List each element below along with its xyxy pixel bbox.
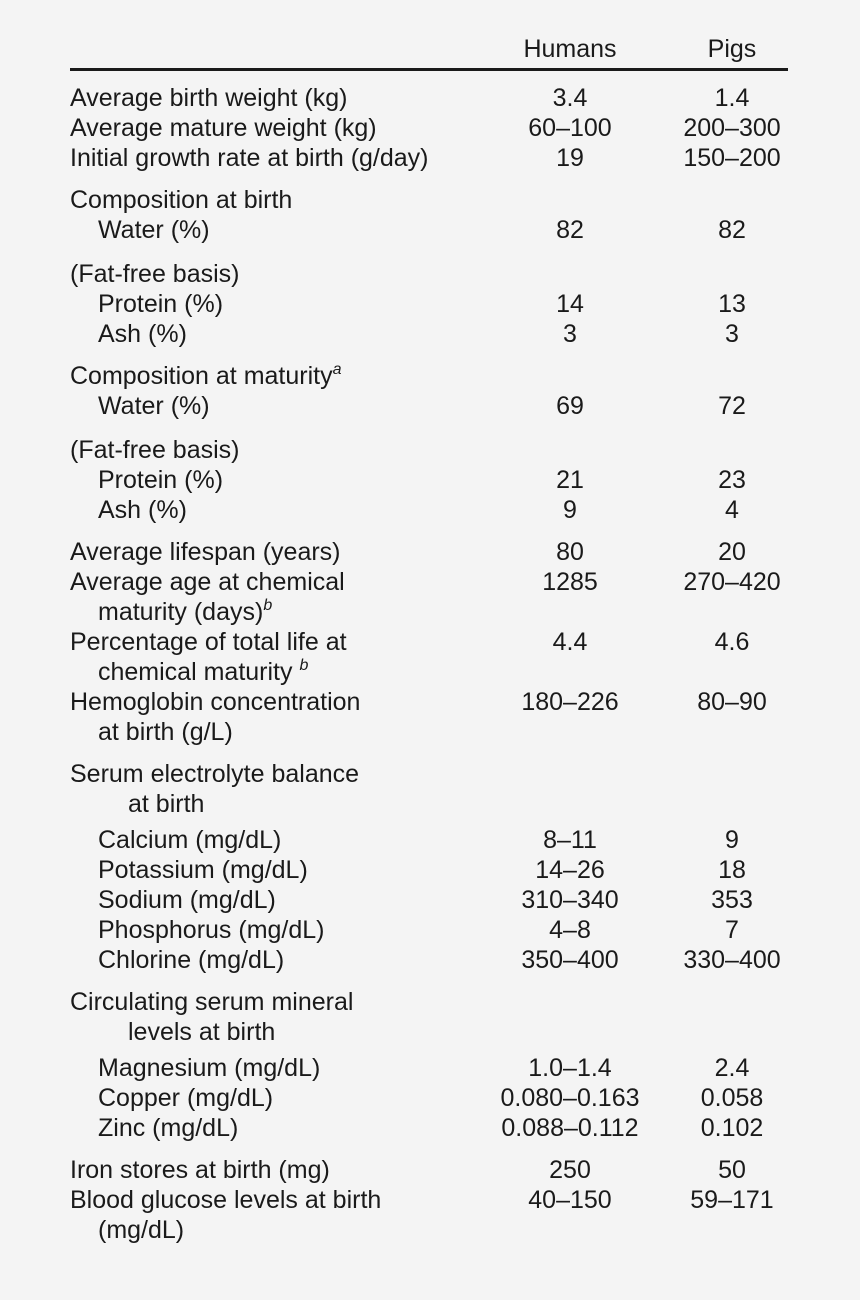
table-row	[70, 391, 788, 421]
pigs-value: 20	[718, 538, 746, 566]
row-label	[70, 687, 490, 747]
row-label	[70, 1083, 518, 1113]
table-row	[70, 1053, 788, 1083]
humans-value: 9	[563, 496, 577, 524]
row-label	[70, 1053, 518, 1083]
row-label-continuation: at birth	[128, 790, 205, 818]
pigs-value: 200–300	[683, 114, 781, 142]
table-row	[70, 143, 788, 173]
row-label	[70, 289, 518, 319]
row-label-text: Ash (%)	[98, 496, 187, 524]
row-label-text: Protein (%)	[98, 466, 224, 494]
row-label-text: Ash (%)	[98, 320, 187, 348]
row-label	[70, 825, 518, 855]
row-label	[70, 319, 518, 349]
row-label	[70, 987, 490, 1047]
row-label-text: Water (%)	[98, 392, 210, 420]
humans-value: 0.088–0.112	[501, 1114, 639, 1142]
row-label-continuation: (mg/dL)	[98, 1216, 185, 1244]
row-label-text: Sodium (mg/dL)	[98, 886, 276, 914]
humans-value: 14	[556, 290, 584, 318]
humans-value: 40–150	[528, 1186, 612, 1214]
pigs-value: 7	[725, 916, 739, 944]
row-label-text: Composition at maturity	[70, 362, 333, 390]
table-row	[70, 83, 788, 113]
column-header-pigs: Pigs	[707, 35, 757, 63]
row-label-continuation: maturity (days)$^b$	[98, 597, 273, 626]
humans-value: 14–26	[535, 856, 605, 884]
row-label	[70, 627, 490, 687]
humans-value: 0.080–0.163	[500, 1084, 640, 1112]
humans-value: 250	[549, 1156, 591, 1184]
row-label-text: Zinc (mg/dL)	[98, 1114, 239, 1142]
row-label	[70, 83, 490, 113]
row-label	[70, 391, 518, 421]
row-label	[70, 945, 518, 975]
pigs-value: 18	[718, 856, 746, 884]
pigs-value: 0.102	[700, 1114, 764, 1142]
row-label	[70, 185, 490, 215]
row-label-text: Hemoglobin concentration	[70, 688, 361, 716]
humans-value: 180–226	[521, 688, 619, 716]
pigs-value: 23	[718, 466, 746, 494]
row-label-text: Average mature weight (kg)	[70, 114, 377, 142]
row-label	[70, 1185, 490, 1245]
row-label	[70, 1113, 518, 1143]
pigs-value: 270–420	[683, 568, 781, 596]
table-row	[70, 495, 788, 525]
table-row	[70, 289, 788, 319]
pigs-value: 50	[718, 1156, 746, 1184]
row-label	[70, 495, 518, 525]
table-row	[70, 987, 788, 1047]
table-row	[70, 435, 788, 465]
pigs-value: 4	[725, 496, 739, 524]
humans-value: 3.4	[552, 84, 588, 112]
pigs-value: 150–200	[683, 144, 781, 172]
row-label-text: Phosphorus (mg/dL)	[98, 916, 325, 944]
footnote-marker: b	[263, 597, 273, 614]
footnote-marker: a	[332, 361, 342, 378]
row-label	[70, 259, 490, 289]
column-header-humans: Humans	[523, 35, 617, 63]
humans-value: 1285	[542, 568, 598, 596]
row-label-continuation: levels at birth	[128, 1018, 276, 1046]
row-label	[70, 361, 490, 391]
header-rule	[70, 68, 788, 71]
pigs-value: 9	[725, 826, 739, 854]
row-label-text: Average lifespan (years)	[70, 538, 341, 566]
humans-value: 21	[556, 466, 584, 494]
table-row	[70, 825, 788, 855]
row-label	[70, 215, 518, 245]
row-label	[70, 567, 490, 627]
row-label-text: Blood glucose levels at birth	[70, 1186, 382, 1214]
row-label-text: Potassium (mg/dL)	[98, 856, 308, 884]
pigs-value: 13	[718, 290, 746, 318]
row-label-continuation: at birth (g/L)	[98, 718, 233, 746]
humans-value: 19	[556, 144, 584, 172]
humans-value: 3	[563, 320, 577, 348]
row-label-text: Average age at chemical	[70, 568, 345, 596]
humans-value: 1.0–1.4	[528, 1054, 612, 1082]
row-label-text: Protein (%)	[98, 290, 224, 318]
pigs-value: 330–400	[683, 946, 781, 974]
humans-value: 82	[556, 216, 584, 244]
pigs-value: 353	[711, 886, 753, 914]
row-label-text: Composition at birth	[70, 186, 293, 214]
row-label	[70, 915, 518, 945]
row-label-text: (Fat-free basis)	[70, 260, 240, 288]
table-body	[70, 83, 788, 1245]
humans-value: 60–100	[528, 114, 612, 142]
humans-value: 80	[556, 538, 584, 566]
table-row	[70, 885, 788, 915]
row-label	[70, 143, 490, 173]
table-row	[70, 215, 788, 245]
row-label-continuation: chemical maturity $^b$	[98, 657, 309, 686]
table-row	[70, 1185, 788, 1245]
row-label-text: Circulating serum mineral	[70, 988, 354, 1016]
table-row	[70, 687, 788, 747]
pigs-value: 80–90	[697, 688, 767, 716]
pigs-value: 2.4	[714, 1054, 750, 1082]
row-label	[70, 855, 518, 885]
row-label-text: Average birth weight (kg)	[70, 84, 348, 112]
table-row	[70, 1113, 788, 1143]
row-label	[70, 885, 518, 915]
humans-value: 4–8	[549, 916, 591, 944]
table-row	[70, 855, 788, 885]
row-label-text: Iron stores at birth (mg)	[70, 1156, 330, 1184]
row-label-text: Magnesium (mg/dL)	[98, 1054, 321, 1082]
humans-value: 310–340	[521, 886, 619, 914]
table-row	[70, 945, 788, 975]
table-header	[70, 30, 788, 68]
row-label	[70, 113, 490, 143]
pigs-value: 4.6	[714, 628, 750, 656]
row-label-text: Percentage of total life at	[70, 628, 347, 656]
table-row	[70, 185, 788, 215]
table-row	[70, 567, 788, 627]
row-label-text: Initial growth rate at birth (g/day)	[70, 144, 429, 172]
footnote-marker: b	[299, 657, 309, 674]
row-label	[70, 435, 490, 465]
row-label-text: Water (%)	[98, 216, 210, 244]
row-label	[70, 537, 490, 567]
table-row	[70, 915, 788, 945]
row-label-text: Chlorine (mg/dL)	[98, 946, 285, 974]
table-row	[70, 627, 788, 687]
pigs-value: 3	[725, 320, 739, 348]
pigs-value: 82	[718, 216, 746, 244]
row-label-text: Calcium (mg/dL)	[98, 826, 282, 854]
table-row	[70, 113, 788, 143]
row-label-text: Serum electrolyte balance	[70, 760, 360, 788]
humans-value: 8–11	[543, 826, 597, 854]
row-label	[70, 1155, 490, 1185]
pigs-value: 72	[718, 392, 746, 420]
humans-value: 69	[556, 392, 584, 420]
humans-value: 4.4	[552, 628, 588, 656]
pigs-value: 0.058	[700, 1084, 764, 1112]
table-row	[70, 259, 788, 289]
row-label-text: Copper (mg/dL)	[98, 1084, 274, 1112]
table-row	[70, 361, 788, 391]
humans-value: 350–400	[521, 946, 619, 974]
table-row	[70, 1083, 788, 1113]
table-row	[70, 537, 788, 567]
row-label-text: (Fat-free basis)	[70, 436, 240, 464]
row-label	[70, 465, 518, 495]
table-row	[70, 1155, 788, 1185]
table-row	[70, 319, 788, 349]
row-label	[70, 759, 490, 819]
table-row	[70, 759, 788, 819]
comparison-table	[70, 30, 788, 1245]
pigs-value: 1.4	[714, 84, 750, 112]
pigs-value: 59–171	[690, 1186, 774, 1214]
table-row	[70, 465, 788, 495]
